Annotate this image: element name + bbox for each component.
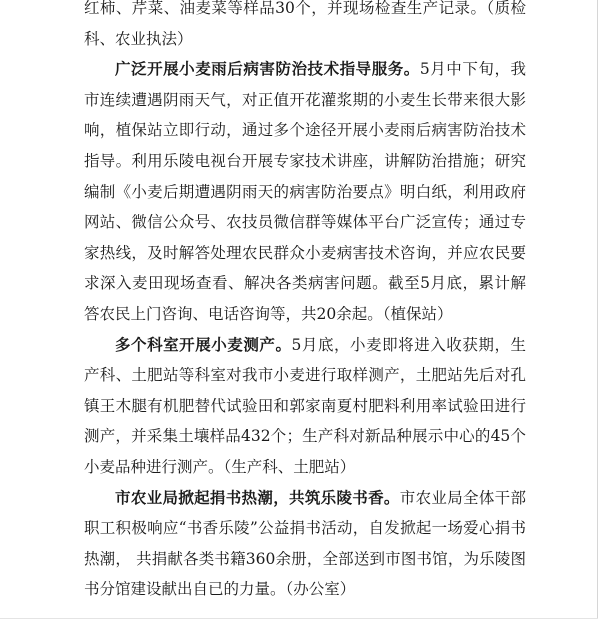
paragraph-quality-inspection — [84, 0, 526, 54]
paragraph-heading: 广泛开展小麦雨后病害防治技术指导服务。 — [115, 60, 420, 79]
paragraph-heading: 多个科室开展小麦测产。 — [115, 335, 292, 354]
paragraph-body: 红柿、芹菜、油麦菜等样品30个，并现场检查生产记录。（质检科、农业执法） — [84, 0, 526, 48]
paragraph-wheat-disease-guidance — [84, 54, 526, 329]
paragraph-body: 5月中下旬，我市连续遭遇阴雨天气，对正值开花灌浆期的小麦生长带来很大影响，植保站立即行动，通过多个途径开展小麦雨后病害防治技术指导。利用乐陵电视台开展专家技术讲座，讲解防治措施；研究编制《小麦后期遭遇阴雨天的病害防治要点》明白纸，利用政府网站、微信公众号、农技员微信群等媒体平台广泛宣传；通过专家热线，及时解答处理农民群众小麦病害技术咨询，并应农民要求深入麦田现场查看、解决各类病害问题。截至5月底，累计解答农民上门咨询、电话咨询等，共20余起。（植保站） — [84, 60, 526, 323]
paragraph-body: 5月底，小麦即将进入收获期，生产科、土肥站等科室对我市小麦进行取样测产，土肥站先后对孔镇王木腿有机肥替代试验田和郭家南夏村肥料利用率试验田进行测产，并采集土壤样品432个；生产科对新品种展示中心的45个小麦品种进行测产。（生产科、土肥站） — [84, 335, 526, 476]
document-body — [84, 0, 526, 605]
paragraph-heading: 市农业局掀起捐书热潮，共筑乐陵书香。 — [115, 488, 400, 507]
paragraph-body: 市农业局全体干部职工积极响应“书香乐陵”公益捐书活动，自发掀起一场爱心捐书热潮， 共捐献各类书籍360余册，全部送到市图书馆，为乐陵图书分馆建设献出自已的力量。（办公室） — [84, 488, 526, 599]
paragraph-wheat-yield-measurement — [84, 330, 526, 483]
paragraph-book-donation — [84, 483, 526, 605]
